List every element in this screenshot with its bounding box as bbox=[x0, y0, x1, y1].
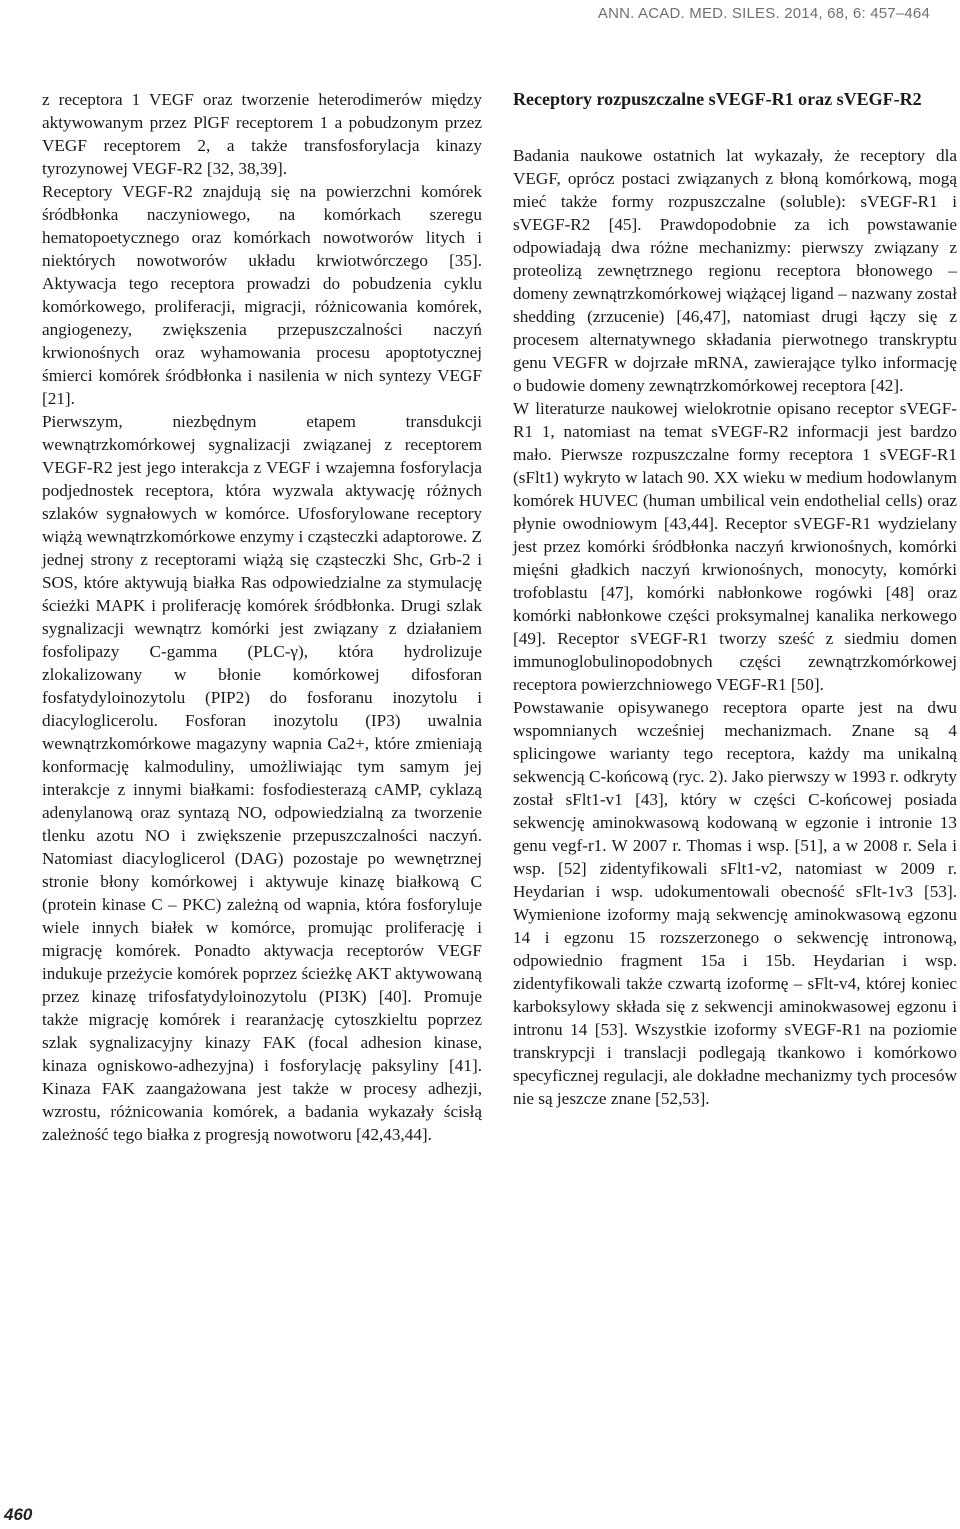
page-number: 460 bbox=[4, 1505, 33, 1524]
body-paragraph: Badania naukowe ostatnich lat wykazały, że receptory dla VEGF, oprócz postaci związanych z błoną komórkową, mogą mieć także formy rozpuszczalne (soluble): sVEGF-R1 i sVEGF-R2 [45]. Prawdopodobnie za ich powstawanie odpowiadają dwa różne mechanizmy: pierwszy związany z proteolizą zewnętrznego regionu receptora błonowego – domeny zewnątrzkomórkowej wiążącej ligand – nazwany został shedding (zrzucenie) [46,47], natomiast drugi łączy się z procesem alternatywnego składania pierwotnego transkryptu genu VEGFR w dojrzałe mRNA, zawierające tylko informację o budowie domeny zewnątrzkomórkowej receptora [42]. bbox=[513, 146, 957, 395]
left-text-column bbox=[42, 88, 482, 1146]
body-paragraph: W literaturze naukowej wielokrotnie opisano receptor sVEGF-R1 1, natomiast na temat sVEGF-R2 informacji jest bardzo mało. Pierwsze rozpuszczalne formy receptora 1 sVEGF-R1 (sFlt1) wykryto w latach 90. XX wieku w medium hodowlanym komórek HUVEC (human umbilical vein endothelial cells) oraz płynie owodniowym [43,44]. Receptor sVEGF-R1 wydzielany jest przez komórki śródbłonka naczyń krwionośnych, komórki mięśni gładkich naczyń krwionośnych, monocyty, komórki trofoblastu [47], komórki nabłonkowe rogówki [48] oraz komórki nabłonkowe części proksymalnej kanalika nerkowego [49]. Receptor sVEGF-R1 tworzy sześć z siedmiu domen immunoglobulinopodobnych części zewnątrzkomórkowej receptora powierzchniowego VEGF-R1 [50]. bbox=[513, 399, 957, 694]
body-paragraph: Pierwszym, niezbędnym etapem transdukcji wewnątrzkomórkowej sygnalizacji związanej z receptorem VEGF-R2 jest jego interakcja z VEGF i wzajemna fosforylacja podjednostek receptora, która wyzwala aktywację różnych szlaków sygnałowych w komórce. Ufosforylowane receptory wiążą wewnątrzkomórkowe enzymy i cząsteczki adaptorowe. Z jednej strony z receptorami wiążą się cząsteczki Shc, Grb-2 i SOS, które aktywują białka Ras odpowiedzialne za stymulację ścieżki MAPK i proliferację komórek śródbłonka. Drugi szlak sygnalizacji wewnątrz komórki jest związany z działaniem fosfolipazy C-gamma (PLC-γ), która hydrolizuje zlokalizowany w błonie komórkowej difosforan fosfatydyloinozytolu (PIP2) do fosforanu inozytolu i diacyloglicerolu. Fosforan inozytolu (IP3) uwalnia wewnątrzkomórkowe magazyny wapnia Ca2+, które zmieniają konformację kalmoduliny, umożliwiając tym samym jej interakcje z innymi białkami: fosfodiesterazą cAMP, cyklazą adenylanową oraz syntazą NO, odpowiedzialną za tworzenie tlenku azotu NO i zwiększenie przepuszczalności naczyń. Natomiast diacyloglicerol (DAG) pozostaje po wewnętrznej stronie błony komórkowej i aktywuje kinazę białkową C (protein kinase C – PKC) zależną od wapnia, która fosforyluje wiele innych białek w komórce, promując proliferację i migrację komórek. Ponadto aktywacja receptorów VEGF indukuje przeżycie komórek poprzez ścieżkę AKT aktywowaną przez kinazę trifosfatydyloinozytolu (PI3K) [40]. Promuje także migrację komórek i rearanżację cytoszkieltu poprzez szlak sygnalizacyjny kinazy FAK (focal adhesion kinase, kinaza ogniskowo-adhezyjna) i fosforylację paksyliny [41]. Kinaza FAK zaangażowana jest także w procesy adhezji, wzrostu, różnicowania komórek, a badania wykazały ścisłą zależność tego białka z progresją nowotworu [42,43,44]. bbox=[42, 412, 482, 1144]
body-paragraph: Powstawanie opisywanego receptora oparte jest na dwu wspomnianych wcześniej mechanizmach. Znane są 4 splicingowe warianty tego receptora, każdy ma unikalną sekwencją C-końcową (ryc. 2). Jako pierwszy w 1993 r. odkryty został sFlt1-v1 [43], który w części C-końcowej posiada sekwencję aminokwasową kodowaną w egzonie i intronie 13 genu vegf-r1. W 2007 r. Thomas i wsp. [51], a w 2008 r. Sela i wsp. [52] zidentyfikowali sFlt1-v2, natomiast w 2009 r. Heydarian i wsp. udokumentowali obecność sFlt-1v3 [53]. Wymienione izoformy mają sekwencję aminokwasową egzonu 14 i egzonu 15 rozszerzonego o sekwencję intronową, odpowiednio fragment 15a i 15b. Heydarian i wsp. zidentyfikowali także czwartą izoformę – sFlt-v4, której koniec karboksylowy składa się z sekwencji aminokwasowej egzonu i intronu 14 [53]. Wszystkie izoformy sVEGF-R1 na poziomie transkrypcji i translacji podlegają tkankowo i komórkowo specyficznej regulacji, ale dokładne mechanizmy tych procesów nie są jeszcze znane [52,53]. bbox=[513, 698, 957, 1108]
right-text-column bbox=[513, 88, 957, 1110]
section-heading: Receptory rozpuszczalne sVEGF-R1 oraz sVEGF-R2 bbox=[513, 89, 922, 109]
body-paragraph: z receptora 1 VEGF oraz tworzenie heterodimerów między aktywowanym przez PlGF receptorem 1 a pobudzonym przez VEGF receptorem 2, a także transfosforylacja kinazy tyrozynowej VEGF-R2 [32, 38,39]. bbox=[42, 90, 482, 178]
running-header-citation: ANN. ACAD. MED. SILES. 2014, 68, 6: 457–464 bbox=[597, 5, 930, 22]
body-paragraph: Receptory VEGF-R2 znajdują się na powierzchni komórek śródbłonka naczyniowego, na komórkach szeregu hematopoetycznego oraz komórkach nowotworów litych i niektórych nowotworów układu krwiotwórczego [35]. Aktywacja tego receptora prowadzi do pobudzenia cyklu komórkowego, proliferacji, migracji, różnicowania komórek, angiogenezy, zwiększenia przepuszczalności naczyń krwionośnych oraz wyhamowania procesu apoptotycznej śmierci komórek śródbłonka i nasilenia w nich syntezy VEGF [21]. bbox=[42, 182, 482, 408]
